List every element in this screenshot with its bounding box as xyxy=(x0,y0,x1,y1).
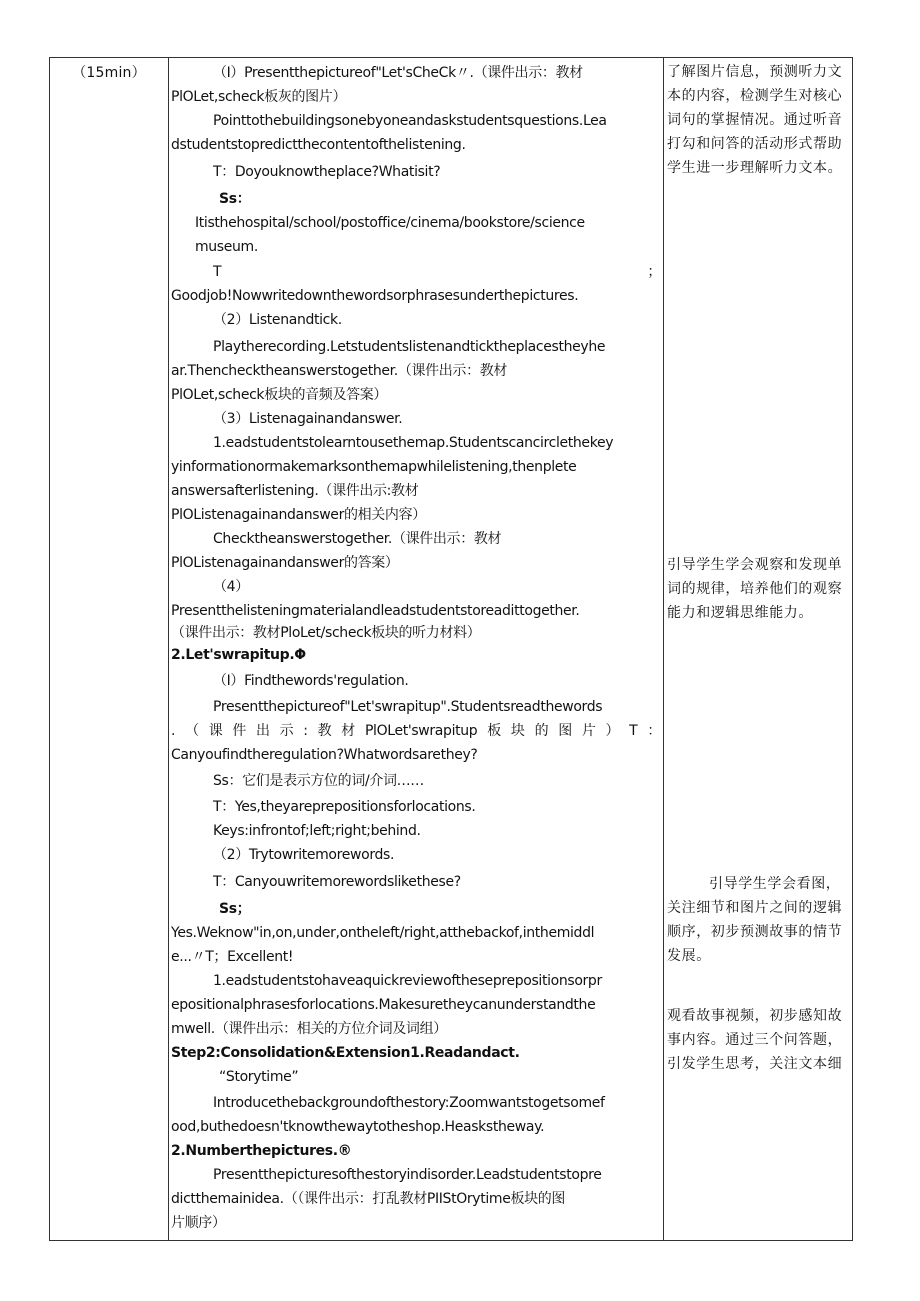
step-line: Ss： xyxy=(219,191,251,207)
step-line: （4） xyxy=(213,579,249,595)
step-line: answersafterlistening.（课件出示:教材 xyxy=(171,483,419,499)
step-line: PlOLet,scheck板灰的图片） xyxy=(171,89,347,105)
step-line: Playtherecording.Letstudentslistenandticktheplacestheyhe xyxy=(213,339,606,355)
step-line: ar.Thenchecktheanswerstogether.（课件出示：教材 xyxy=(171,363,508,379)
step-line: （2）Trytowritemorewords. xyxy=(213,847,395,863)
intent-note: 引导学生学会看图，关注细节和图片之间的逻辑顺序，初步预测故事的情节发展。 xyxy=(667,876,843,964)
design-intent-notes xyxy=(664,58,852,1076)
step-line: T：Doyouknowtheplace?Whatisit? xyxy=(213,164,441,180)
step-line: PlOLet,scheck板块的音频及答案） xyxy=(171,387,388,403)
step-line: T xyxy=(213,264,222,280)
step-line: 片顺序） xyxy=(171,1215,226,1231)
step-line: 1.eadstudentstohaveaquickreviewoftheseprepositionsorpr xyxy=(213,973,602,989)
step-line: 1.eadstudentstolearntousethemap.Studentscancirclethekey xyxy=(213,435,614,451)
step-line: Ss：它们是表示方位的词/介词…… xyxy=(213,773,424,789)
step-heading: Step2:Consolidation&Extension1.Readandact. xyxy=(171,1045,520,1061)
step-line: （I）Findthewords'regulation. xyxy=(213,673,409,689)
intent-note: 观看故事视频，初步感知故事内容。通过三个问答题，引发学生思考，关注文本细 xyxy=(667,1008,843,1072)
step-line: T：Canyouwritemorewordslikethese? xyxy=(213,874,461,890)
step-line: Goodjob!Nowwritedownthewordsorphrasesunderthepictures. xyxy=(171,288,579,304)
step-line: ； xyxy=(647,264,661,280)
time-label: （15min） xyxy=(72,65,146,81)
step-line: Yes.Weknow"in,on,under,ontheleft/right,atthebackof,inthemiddl xyxy=(171,925,595,941)
intent-note: 引导学生学会观察和发现单词的规律，培养他们的观察能力和逻辑思维能力。 xyxy=(667,557,843,621)
step-line: Ss； xyxy=(219,901,251,917)
step-line: （课件出示：教材PloLet/scheck板块的听力材料） xyxy=(171,625,481,641)
teaching-steps xyxy=(169,58,663,1235)
step-line: epositionalphrasesforlocations.Makesuretheycanunderstandthe xyxy=(171,997,596,1013)
step-line: dstudentstopredictthecontentofthelistening. xyxy=(171,137,466,153)
step-line-split xyxy=(171,260,661,284)
step-line: ood,buthedoesn'tknowthewaytotheshop.Heaskstheway. xyxy=(171,1119,545,1135)
step-heading: 2.Numberthepictures.® xyxy=(171,1143,352,1159)
table-row xyxy=(50,58,853,1241)
steps-cell xyxy=(169,58,664,1241)
step-line: （3）Listenagainandanswer. xyxy=(213,411,403,427)
step-heading: 2.Let'swrapitup.Φ xyxy=(171,647,306,663)
step-line: Presentthepicturesofthestoryindisorder.Leadstudentstopre xyxy=(213,1167,602,1183)
step-line: Presentthepictureof"Let'swrapitup".Studentsreadthewords xyxy=(213,699,603,715)
step-line: e...〃T；Excellent! xyxy=(171,949,294,965)
step-line: PlOListenagainandanswer的相关内容） xyxy=(171,507,426,523)
step-line: Checktheanswerstogether.（课件出示：教材 xyxy=(213,531,502,547)
step-line: （I）Presentthepictureof"Let'sCheCk〃.（课件出示：教材 xyxy=(213,65,583,81)
step-line: Introducethebackgroundofthestory:Zoomwantstogetsomef xyxy=(213,1095,605,1111)
step-line: T：Yes,theyareprepositionsforlocations. xyxy=(213,799,476,815)
step-line: “Storytime” xyxy=(219,1069,299,1085)
step-line: Presentthelisteningmaterialandleadstudentstoreadittogether. xyxy=(171,603,580,619)
lesson-plan-table xyxy=(49,57,853,1241)
step-line: yinformationormakemarksonthemapwhilelistening,thenplete xyxy=(171,459,577,475)
step-line: Itisthehospital/school/postoffice/cinema/bookstore/science xyxy=(195,215,585,231)
step-line: dictthemainidea.（（课件出示：打乱教材PIIStOrytime板块的图 xyxy=(171,1191,566,1207)
step-line: Canyoufindtheregulation?Whatwordsarethey? xyxy=(171,747,478,763)
step-line: Keys:infrontof;left;right;behind. xyxy=(213,823,421,839)
time-cell xyxy=(50,58,169,1241)
design-intent-cell xyxy=(664,58,853,1241)
intent-note: 了解图片信息，预测听力文本的内容，检测学生对核心词句的掌握情况。通过听音打勾和问答的活动形式帮助学生进一步理解听力文本。 xyxy=(667,64,843,176)
step-line: PlOListenagainandanswer的答案） xyxy=(171,555,399,571)
step-line: mwell.（课件出示：相关的方位介词及词组） xyxy=(171,1021,447,1037)
step-line: （2）Listenandtick. xyxy=(213,312,342,328)
step-line: .（课件出示:教材PlOLet'swrapitup板块的图片）T： xyxy=(171,723,661,739)
step-line: museum. xyxy=(195,239,258,255)
step-line: Pointtothebuildingsonebyoneandaskstudentsquestions.Lea xyxy=(213,113,607,129)
